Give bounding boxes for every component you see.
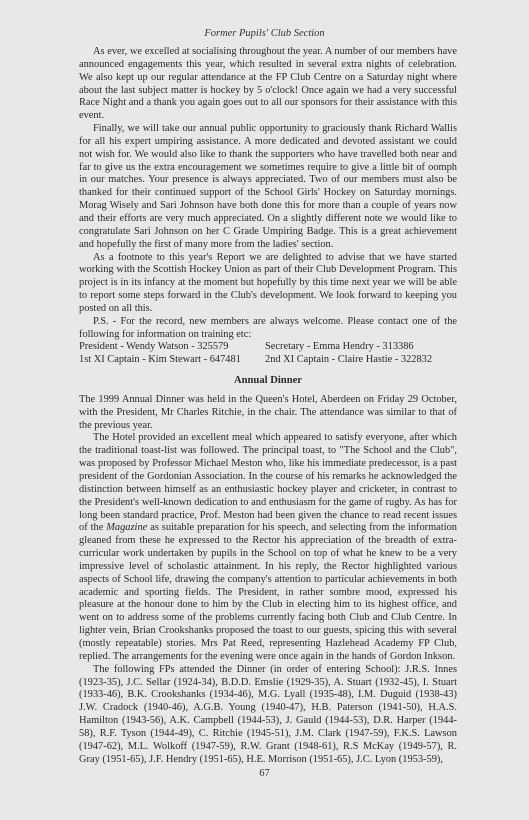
dinner-paragraph-2-start: The Hotel provided an excellent meal which appeared to satisfy everyone, after which the traditional toast-list was followed. The principal toast, to "The School and the Club", was proposed by Professor Michael Meston who, like his immediate predecessor, is a past president of the Gordonian Association. In the course of his remarks he acknowledged the distinction between himself as an enthusiastic hockey player and cricketer, in contrast to the President's well-known dedication to and enthusiasm for the game of rugby. As has for long been standard practice, Prof. Meston had been given the chance to read recent issues of the <box>79 432 457 534</box>
magazine-title: Magazine <box>106 522 148 534</box>
hockey-paragraph-1: As ever, we excelled at socialising throughout the year. A number of our members have announced engagements this year, which resulted in several extra nights of celebration. We also kept up our regular attendance at the FP Club Centre on a Saturday night where about the last subject matter is hockey by 5 o'clock! Once again we had a very successful Race Night and a thank you again goes out to all our sponsors for their assistance with this event. <box>79 46 457 122</box>
dinner-paragraph-1: The 1999 Annual Dinner was held in the Queen's Hotel, Aberdeen on Friday 29 October, with the President, Mr Charles Ritchie, in the chair. The attendance was similar to that of the previous year. <box>79 393 457 431</box>
hockey-paragraph-2: Finally, we will take our annual public opportunity to graciously thank Richard Wallis for all his expert umpiring assistance. A more dedicated and devoted assistant we could not wish for. We would also like to thank the supporters who have travelled both near and far to give us the extra encouragement we sometimes require to give a little bit of oomph in our matches. Your presence is always appreciated. Two of our members must also be thanked for their continued support of the School Girls' Hockey on Saturday mornings. Morag Wisely and Sari Johnson have both done this for more than a couple of years now and their efforts are very much appreciated. On a slightly different note we would like to congratulate Sari Johnson on her C Grade Umpiring Badge. This is a great achievement and hopefully the first of many more from the ladies' section. <box>79 123 457 250</box>
page-number: 67 <box>259 768 270 779</box>
hockey-paragraph-3: As a footnote to this year's Report we are delighted to advise that we have started working with the Scottish Hockey Union as part of their Club Development Program. This project is in its infancy at the moment but hopefully by this time next year we will be able to report some steps forward in the Club's development. We look forward to keeping you posted on all this. <box>79 251 457 314</box>
dinner-attendees-paragraph: The following FPs attended the Dinner (in order of entering School): J.R.S. Innes (1923-35), J.C. Sellar (1924-34), B.D.D. Emslie (1929-35), A. Stuart (1932-45), I. Stuart (1933-46), B.K. Crookshanks (1934-46), M.G. Lyall (1935-48), I.M. Duguid (1938-43) J.W. Cradock (1940-46), A.G.B. Young (1940-47), H.B. Paterson (1941-50), H.A.S. Hamilton (1943-56), A.K. Campbell (1944-53), J. Gauld (1944-53), D.R. Harper (1944-58), R.F. Tyson (1944-49), C. Ritchie (1945-51), J.M. Clark (1947-59), F.K.S. Lawson (1947-62), M.L. Wolkoff (1947-59), R.W. Grant (1948-61), R.S McKay (1949-57), R. Gray (1951-65), J.F. Hendry (1951-65), H.E. Morrison (1951-65), J.C. Lyon (1953-59), <box>79 663 457 765</box>
contact-1st-xi-captain: 1st XI Captain - Kim Stewart - 647481 <box>79 354 241 366</box>
section-header: Former Pupils' Club Section <box>204 28 325 39</box>
contact-2nd-xi-captain: 2nd XI Captain - Claire Hastie - 322832 <box>265 354 433 366</box>
annual-dinner-heading: Annual Dinner <box>234 375 302 387</box>
contact-secretary: Secretary - Emma Hendry - 313386 <box>265 341 414 353</box>
hockey-report <box>79 46 457 766</box>
contact-president: President - Wendy Watson - 325579 <box>79 341 229 353</box>
dinner-paragraph-2 <box>79 432 457 663</box>
dinner-paragraph-2-end: as suitable preparation for his speech, and selecting from the information gleaned from these he expressed to the Rector his appreciation of the breadth of extra-curricular work undertaken by pupils in the School on top of what he knew to be a very impressive level of scholastic attainment. In his reply, the Rector highlighted various aspects of School life, drawing the company's attention to particular achievements in both academic and sporting fields. The President, in rather sombre mood, expressed his pleasure at the honour done to him by the Club in electing him to its highest office, and went on to address some of the problems currently facing both Club and Club Centre. In lighter vein, Brian Crookshanks proposed the toast to our guests, spicing this with several (mostly repeatable) stories. Mrs Pat Reed, representing Hazlehead Academy FP Club, replied. The arrangements for the evening were once again in the hands of Gordon Inkson. <box>79 522 457 662</box>
hockey-paragraph-4: P.S. - For the record, new members are always welcome. Please contact one of the following for information on training etc: <box>79 315 457 340</box>
contact-list <box>79 341 457 367</box>
